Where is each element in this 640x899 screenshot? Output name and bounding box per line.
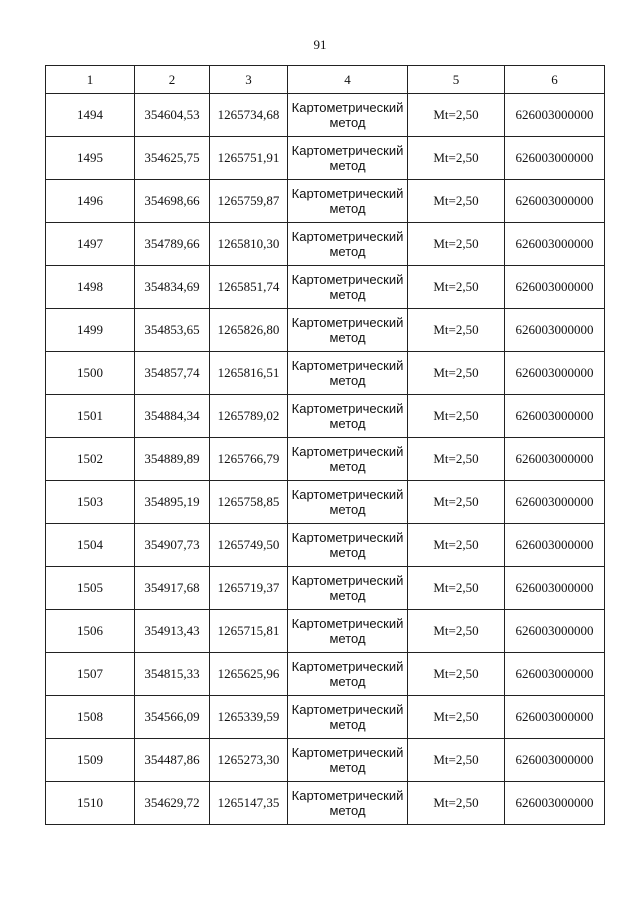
x-coordinate-cell: 354629,72	[135, 782, 210, 825]
y-coordinate-cell: 1265766,79	[210, 438, 288, 481]
accuracy-cell: Mt=2,50	[408, 94, 505, 137]
method-line-2: метод	[329, 287, 366, 302]
method-line-1: Картометрический	[291, 487, 404, 502]
x-coordinate-cell: 354884,34	[135, 395, 210, 438]
y-coordinate-cell: 1265273,30	[210, 739, 288, 782]
x-coordinate-cell: 354907,73	[135, 524, 210, 567]
code-cell: 626003000000	[505, 653, 605, 696]
x-coordinate-cell: 354889,89	[135, 438, 210, 481]
point-number-cell: 1496	[46, 180, 135, 223]
table-row	[46, 739, 605, 782]
accuracy-cell: Mt=2,50	[408, 395, 505, 438]
method-line-1: Картометрический	[291, 788, 404, 803]
method-cell	[288, 94, 408, 137]
y-coordinate-cell: 1265734,68	[210, 94, 288, 137]
method-line-1: Картометрический	[291, 186, 404, 201]
y-coordinate-cell: 1265816,51	[210, 352, 288, 395]
code-cell: 626003000000	[505, 395, 605, 438]
method-line-1: Картометрический	[291, 401, 404, 416]
method-cell	[288, 180, 408, 223]
method-line-1: Картометрический	[291, 444, 404, 459]
method-line-2: метод	[329, 459, 366, 474]
table-row	[46, 94, 605, 137]
y-coordinate-cell: 1265789,02	[210, 395, 288, 438]
method-line-2: метод	[329, 201, 366, 216]
column-header: 4	[288, 66, 408, 94]
point-number-cell: 1495	[46, 137, 135, 180]
table-row	[46, 266, 605, 309]
y-coordinate-cell: 1265749,50	[210, 524, 288, 567]
method-cell	[288, 309, 408, 352]
point-number-cell: 1507	[46, 653, 135, 696]
code-cell: 626003000000	[505, 610, 605, 653]
method-cell	[288, 653, 408, 696]
code-cell: 626003000000	[505, 567, 605, 610]
method-line-1: Картометрический	[291, 745, 404, 760]
point-number-cell: 1508	[46, 696, 135, 739]
point-number-cell: 1504	[46, 524, 135, 567]
point-number-cell: 1498	[46, 266, 135, 309]
point-number-cell: 1503	[46, 481, 135, 524]
code-cell: 626003000000	[505, 223, 605, 266]
y-coordinate-cell: 1265759,87	[210, 180, 288, 223]
accuracy-cell: Mt=2,50	[408, 696, 505, 739]
method-line-2: метод	[329, 674, 366, 689]
code-cell: 626003000000	[505, 524, 605, 567]
table-row	[46, 567, 605, 610]
table-row	[46, 524, 605, 567]
code-cell: 626003000000	[505, 352, 605, 395]
y-coordinate-cell: 1265625,96	[210, 653, 288, 696]
accuracy-cell: Mt=2,50	[408, 438, 505, 481]
accuracy-cell: Mt=2,50	[408, 567, 505, 610]
accuracy-cell: Mt=2,50	[408, 266, 505, 309]
method-cell	[288, 395, 408, 438]
method-cell	[288, 696, 408, 739]
point-number-cell: 1506	[46, 610, 135, 653]
y-coordinate-cell: 1265751,91	[210, 137, 288, 180]
code-cell: 626003000000	[505, 94, 605, 137]
method-line-2: метод	[329, 717, 366, 732]
method-cell	[288, 137, 408, 180]
accuracy-cell: Mt=2,50	[408, 223, 505, 266]
code-cell: 626003000000	[505, 266, 605, 309]
point-number-cell: 1497	[46, 223, 135, 266]
x-coordinate-cell: 354913,43	[135, 610, 210, 653]
y-coordinate-cell: 1265851,74	[210, 266, 288, 309]
method-cell	[288, 524, 408, 567]
method-line-2: метод	[329, 158, 366, 173]
table-body	[46, 94, 605, 825]
accuracy-cell: Mt=2,50	[408, 481, 505, 524]
point-number-cell: 1501	[46, 395, 135, 438]
method-line-1: Картометрический	[291, 143, 404, 158]
method-line-1: Картометрический	[291, 659, 404, 674]
table-row	[46, 696, 605, 739]
point-number-cell: 1500	[46, 352, 135, 395]
y-coordinate-cell: 1265715,81	[210, 610, 288, 653]
method-line-2: метод	[329, 803, 366, 818]
coordinates-table	[45, 65, 605, 825]
accuracy-cell: Mt=2,50	[408, 782, 505, 825]
column-header: 3	[210, 66, 288, 94]
x-coordinate-cell: 354815,33	[135, 653, 210, 696]
method-cell	[288, 739, 408, 782]
code-cell: 626003000000	[505, 180, 605, 223]
x-coordinate-cell: 354698,66	[135, 180, 210, 223]
point-number-cell: 1502	[46, 438, 135, 481]
accuracy-cell: Mt=2,50	[408, 610, 505, 653]
method-line-2: метод	[329, 502, 366, 517]
method-line-2: метод	[329, 330, 366, 345]
table-row	[46, 223, 605, 266]
table-header-row	[46, 66, 605, 94]
accuracy-cell: Mt=2,50	[408, 309, 505, 352]
point-number-cell: 1499	[46, 309, 135, 352]
method-cell	[288, 782, 408, 825]
method-cell	[288, 567, 408, 610]
table-row	[46, 438, 605, 481]
table-row	[46, 653, 605, 696]
table-row	[46, 610, 605, 653]
method-line-1: Картометрический	[291, 530, 404, 545]
method-line-2: метод	[329, 244, 366, 259]
method-line-1: Картометрический	[291, 315, 404, 330]
y-coordinate-cell: 1265339,59	[210, 696, 288, 739]
table-row	[46, 180, 605, 223]
method-cell	[288, 610, 408, 653]
x-coordinate-cell: 354487,86	[135, 739, 210, 782]
method-line-1: Картометрический	[291, 616, 404, 631]
accuracy-cell: Mt=2,50	[408, 137, 505, 180]
method-line-2: метод	[329, 416, 366, 431]
x-coordinate-cell: 354789,66	[135, 223, 210, 266]
x-coordinate-cell: 354834,69	[135, 266, 210, 309]
y-coordinate-cell: 1265826,80	[210, 309, 288, 352]
method-line-2: метод	[329, 373, 366, 388]
y-coordinate-cell: 1265810,30	[210, 223, 288, 266]
table-row	[46, 481, 605, 524]
y-coordinate-cell: 1265758,85	[210, 481, 288, 524]
table-row	[46, 782, 605, 825]
method-line-2: метод	[329, 760, 366, 775]
method-line-1: Картометрический	[291, 358, 404, 373]
method-line-2: метод	[329, 545, 366, 560]
column-header: 5	[408, 66, 505, 94]
x-coordinate-cell: 354853,65	[135, 309, 210, 352]
point-number-cell: 1509	[46, 739, 135, 782]
code-cell: 626003000000	[505, 309, 605, 352]
code-cell: 626003000000	[505, 481, 605, 524]
x-coordinate-cell: 354625,75	[135, 137, 210, 180]
column-header: 1	[46, 66, 135, 94]
method-line-2: метод	[329, 631, 366, 646]
code-cell: 626003000000	[505, 438, 605, 481]
method-cell	[288, 223, 408, 266]
table-row	[46, 352, 605, 395]
method-cell	[288, 266, 408, 309]
point-number-cell: 1510	[46, 782, 135, 825]
table-row	[46, 395, 605, 438]
page-number: 91	[313, 37, 327, 52]
table-row	[46, 309, 605, 352]
method-line-1: Картометрический	[291, 702, 404, 717]
method-line-1: Картометрический	[291, 229, 404, 244]
point-number-cell: 1505	[46, 567, 135, 610]
column-header: 6	[505, 66, 605, 94]
method-cell	[288, 438, 408, 481]
y-coordinate-cell: 1265719,37	[210, 567, 288, 610]
method-line-1: Картометрический	[291, 100, 404, 115]
code-cell: 626003000000	[505, 137, 605, 180]
x-coordinate-cell: 354857,74	[135, 352, 210, 395]
accuracy-cell: Mt=2,50	[408, 524, 505, 567]
x-coordinate-cell: 354604,53	[135, 94, 210, 137]
method-line-2: метод	[329, 115, 366, 130]
accuracy-cell: Mt=2,50	[408, 739, 505, 782]
method-line-1: Картометрический	[291, 573, 404, 588]
accuracy-cell: Mt=2,50	[408, 653, 505, 696]
code-cell: 626003000000	[505, 782, 605, 825]
method-cell	[288, 481, 408, 524]
code-cell: 626003000000	[505, 739, 605, 782]
x-coordinate-cell: 354566,09	[135, 696, 210, 739]
x-coordinate-cell: 354917,68	[135, 567, 210, 610]
x-coordinate-cell: 354895,19	[135, 481, 210, 524]
code-cell: 626003000000	[505, 696, 605, 739]
method-cell	[288, 352, 408, 395]
method-line-1: Картометрический	[291, 272, 404, 287]
method-line-2: метод	[329, 588, 366, 603]
point-number-cell: 1494	[46, 94, 135, 137]
column-header: 2	[135, 66, 210, 94]
table-row	[46, 137, 605, 180]
accuracy-cell: Mt=2,50	[408, 352, 505, 395]
accuracy-cell: Mt=2,50	[408, 180, 505, 223]
y-coordinate-cell: 1265147,35	[210, 782, 288, 825]
